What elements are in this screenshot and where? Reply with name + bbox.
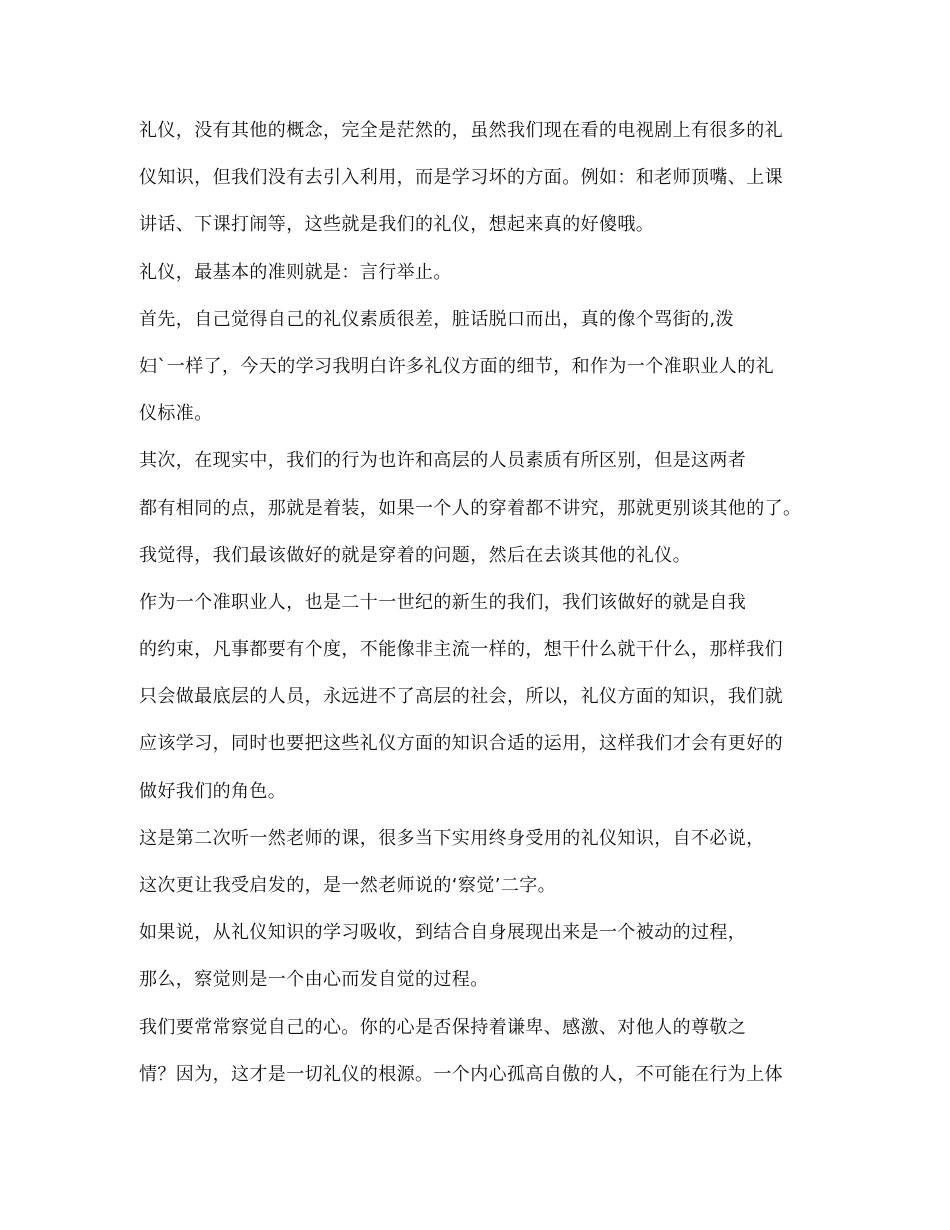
text-line: 我们要常常察觉自己的心。你的心是否保持着谦卑、感激、对他人的尊敬之: [139, 1016, 747, 1038]
body-text: [139, 112, 829, 1103]
text-line: 首先，自己觉得自己的礼仪素质很差，脏话脱口而出，真的像个骂街的,泼: [139, 308, 734, 330]
text-line: 礼仪，没有其他的概念，完全是茫然的，虽然我们现在看的电视剧上有很多的礼: [139, 120, 783, 141]
text-line: 情？因为，这才是一切礼仪的根源。一个内心孤高自傲的人，不可能在行为上体: [139, 1063, 783, 1085]
text-line: 讲话、下课打闹等，这些就是我们的礼仪，想起来真的好傻哦。: [139, 214, 655, 236]
text-line: 作为一个准职业人，也是二十一世纪的新生的我们，我们该做好的就是自我: [139, 591, 747, 613]
text-line: 仪知识，但我们没有去引入利用，而是学习坏的方面。例如：和老师顶嘴、上课: [139, 167, 783, 189]
text-line: 妇`一样了，今天的学习我明白许多礼仪方面的细节，和作为一个准职业人的礼: [139, 355, 774, 377]
text-line: 这次更让我受启发的，是一然老师说的‘察觉’二字。: [139, 875, 557, 896]
text-line: 如果说，从礼仪知识的学习吸收，到结合自身展现出来是一个被动的过程，: [139, 922, 747, 944]
text-line: 的约束，凡事都要有个度，不能像非主流一样的，想干什么就干什么，那样我们: [139, 639, 783, 661]
text-line: 其次，在现实中，我们的行为也许和高层的人员素质有所区别，但是这两者: [139, 450, 747, 472]
text-line: 只会做最底层的人员，永远进不了高层的社会，所以，礼仪方面的知识，我们就: [139, 686, 783, 708]
text-line: 都有相同的点，那就是着装，如果一个人的穿着都不讲究，那就更别谈其他的了。: [139, 497, 802, 519]
text-line: 那么，察觉则是一个由心而发自觉的过程。: [139, 969, 489, 991]
text-line: 仪标准。: [139, 403, 213, 425]
text-line: 礼仪，最基本的准则就是：言行举止。: [139, 261, 452, 283]
text-line: 这是第二次听一然老师的课，很多当下实用终身受用的礼仪知识，自不必说，: [139, 827, 765, 849]
text-line: 我觉得，我们最该做好的就是穿着的问题，然后在去谈其他的礼仪。: [139, 544, 691, 566]
text-line: 应该学习，同时也要把这些礼仪方面的知识合适的运用，这样我们才会有更好的: [139, 733, 783, 755]
text-line: 做好我们的角色。: [139, 780, 287, 802]
